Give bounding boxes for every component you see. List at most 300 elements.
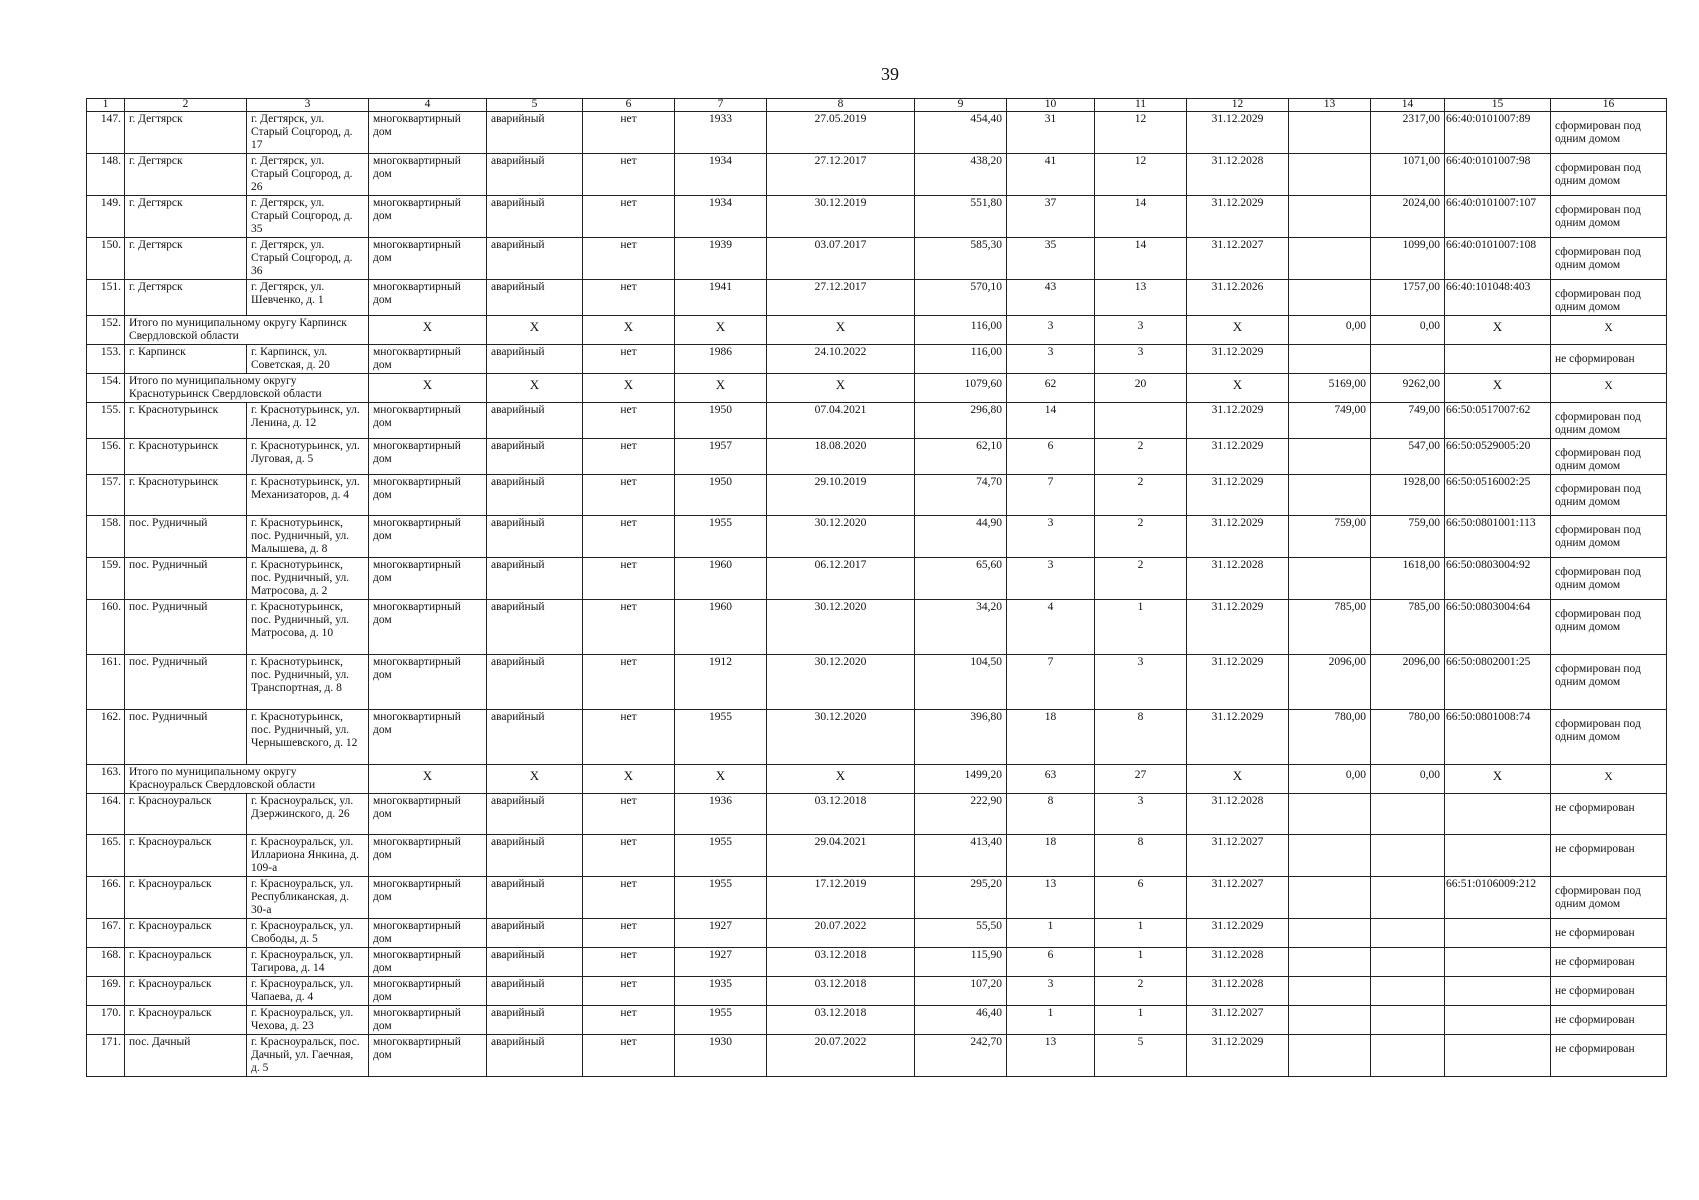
- cell-recognition-date: 06.12.2017: [767, 558, 915, 600]
- cell-land-status: X: [1551, 316, 1667, 345]
- table-row: [87, 558, 1667, 600]
- cell-x-mark: X: [369, 765, 487, 794]
- cell-condition: аварийный: [487, 710, 583, 765]
- cell-cadastral-number: [1445, 977, 1551, 1006]
- cell-residents: 3: [1007, 345, 1095, 374]
- cell-land-status: сформирован под одним домом: [1551, 238, 1667, 280]
- cell-address: г. Красноуральск, ул. Иллариона Янкина, д. 109-а: [247, 835, 369, 877]
- cell-build-year: 1927: [675, 948, 767, 977]
- cell-cost-13: [1289, 280, 1371, 316]
- cell-cost-14: 1071,00: [1371, 154, 1445, 196]
- cell-cadastral-number: 66:40:0101007:98: [1445, 154, 1551, 196]
- cell-residents: 3: [1007, 516, 1095, 558]
- cell-settlement: пос. Рудничный: [125, 600, 247, 655]
- cell-flag: нет: [583, 112, 675, 154]
- cell-deadline: 31.12.2029: [1187, 710, 1289, 765]
- cell-flats: 27: [1095, 765, 1187, 794]
- table-row: [87, 280, 1667, 316]
- cell-residents: 7: [1007, 655, 1095, 710]
- cell-row-number: 168.: [87, 948, 125, 977]
- cell-total-label: Итого по муниципальному округу Карпинск Свердловской области: [125, 316, 369, 345]
- cell-land-status: сформирован под одним домом: [1551, 710, 1667, 765]
- table-row: [87, 655, 1667, 710]
- cell-recognition-date: 03.07.2017: [767, 238, 915, 280]
- cell-settlement: пос. Дачный: [125, 1035, 247, 1077]
- cell-cost-13: [1289, 112, 1371, 154]
- cell-x-mark: X: [487, 765, 583, 794]
- table-row: [87, 154, 1667, 196]
- cell-x-mark: X: [767, 374, 915, 403]
- column-header-5: 5: [487, 99, 583, 112]
- cell-cost-13: 5169,00: [1289, 374, 1371, 403]
- table-row: [87, 794, 1667, 835]
- table-row: [87, 403, 1667, 439]
- cell-recognition-date: 03.12.2018: [767, 794, 915, 835]
- cell-area: 413,40: [915, 835, 1007, 877]
- cell-land-status: X: [1551, 374, 1667, 403]
- cell-row-number: 151.: [87, 280, 125, 316]
- cell-settlement: г. Красноуральск: [125, 794, 247, 835]
- cell-land-status: не сформирован: [1551, 835, 1667, 877]
- cell-land-status: сформирован под одним домом: [1551, 516, 1667, 558]
- cell-cost-13: [1289, 835, 1371, 877]
- cell-area: 116,00: [915, 316, 1007, 345]
- cell-condition: аварийный: [487, 516, 583, 558]
- cell-settlement: пос. Рудничный: [125, 558, 247, 600]
- table-row: [87, 877, 1667, 919]
- cell-total-label: Итого по муниципальному округу Краснотурьинск Свердловской области: [125, 374, 369, 403]
- cell-building-type: многоквартирный дом: [369, 919, 487, 948]
- cell-building-type: многоквартирный дом: [369, 439, 487, 475]
- table-row: [87, 919, 1667, 948]
- cell-cost-13: 0,00: [1289, 765, 1371, 794]
- cell-row-number: 162.: [87, 710, 125, 765]
- cell-recognition-date: 27.12.2017: [767, 280, 915, 316]
- cell-land-status: сформирован под одним домом: [1551, 877, 1667, 919]
- cell-cost-14: [1371, 877, 1445, 919]
- cell-x-mark: X: [369, 374, 487, 403]
- cell-flats: 1: [1095, 948, 1187, 977]
- cell-settlement: г. Дегтярск: [125, 196, 247, 238]
- cell-build-year: 1955: [675, 835, 767, 877]
- cell-condition: аварийный: [487, 600, 583, 655]
- cell-row-number: 154.: [87, 374, 125, 403]
- cell-deadline: 31.12.2027: [1187, 835, 1289, 877]
- cell-row-number: 169.: [87, 977, 125, 1006]
- cell-cost-13: [1289, 1035, 1371, 1077]
- cell-recognition-date: 30.12.2020: [767, 600, 915, 655]
- cell-row-number: 156.: [87, 439, 125, 475]
- cell-address: г. Краснотурьинск, пос. Рудничный, ул. Транспортная, д. 8: [247, 655, 369, 710]
- cell-flag: нет: [583, 439, 675, 475]
- cell-cost-14: 2024,00: [1371, 196, 1445, 238]
- cell-cost-14: 1099,00: [1371, 238, 1445, 280]
- cell-cost-14: [1371, 794, 1445, 835]
- total-row: [87, 374, 1667, 403]
- cell-cost-14: 780,00: [1371, 710, 1445, 765]
- cell-cost-14: 547,00: [1371, 439, 1445, 475]
- cell-build-year: 1936: [675, 794, 767, 835]
- cell-deadline: X: [1187, 765, 1289, 794]
- cell-recognition-date: 30.12.2020: [767, 710, 915, 765]
- cell-cost-14: [1371, 1006, 1445, 1035]
- cell-land-status: X: [1551, 765, 1667, 794]
- cell-settlement: пос. Рудничный: [125, 655, 247, 710]
- cell-build-year: 1950: [675, 475, 767, 516]
- cell-row-number: 159.: [87, 558, 125, 600]
- cell-flag: нет: [583, 558, 675, 600]
- cell-area: 107,20: [915, 977, 1007, 1006]
- cell-flag: нет: [583, 919, 675, 948]
- column-header-12: 12: [1187, 99, 1289, 112]
- cell-x-mark: X: [487, 374, 583, 403]
- cell-cadastral-number: 66:51:0106009:212: [1445, 877, 1551, 919]
- cell-flag: нет: [583, 835, 675, 877]
- cell-flats: 2: [1095, 475, 1187, 516]
- cell-flats: 2: [1095, 558, 1187, 600]
- cell-area: 34,20: [915, 600, 1007, 655]
- cell-cadastral-number: 66:50:0517007:62: [1445, 403, 1551, 439]
- column-header-7: 7: [675, 99, 767, 112]
- cell-area: 1499,20: [915, 765, 1007, 794]
- cell-cadastral-number: [1445, 919, 1551, 948]
- cell-settlement: г. Дегтярск: [125, 112, 247, 154]
- cell-cost-13: [1289, 345, 1371, 374]
- cell-flag: нет: [583, 196, 675, 238]
- cell-settlement: г. Краснотурьинск: [125, 403, 247, 439]
- cell-area: 44,90: [915, 516, 1007, 558]
- table-row: [87, 345, 1667, 374]
- cell-x-mark: X: [675, 374, 767, 403]
- cell-cost-14: [1371, 1035, 1445, 1077]
- cell-deadline: 31.12.2029: [1187, 345, 1289, 374]
- cell-building-type: многоквартирный дом: [369, 280, 487, 316]
- cell-build-year: 1955: [675, 516, 767, 558]
- cell-flag: нет: [583, 877, 675, 919]
- cell-recognition-date: 03.12.2018: [767, 1006, 915, 1035]
- cell-address: г. Карпинск, ул. Советская, д. 20: [247, 345, 369, 374]
- cell-area: 396,80: [915, 710, 1007, 765]
- column-header-9: 9: [915, 99, 1007, 112]
- cell-condition: аварийный: [487, 439, 583, 475]
- cell-flag: нет: [583, 794, 675, 835]
- cell-recognition-date: 20.07.2022: [767, 919, 915, 948]
- cell-deadline: 31.12.2029: [1187, 655, 1289, 710]
- cell-row-number: 152.: [87, 316, 125, 345]
- cell-flats: [1095, 403, 1187, 439]
- cell-cost-14: 749,00: [1371, 403, 1445, 439]
- cell-flag: нет: [583, 1035, 675, 1077]
- cell-cadastral-number: 66:50:0803004:92: [1445, 558, 1551, 600]
- cell-row-number: 148.: [87, 154, 125, 196]
- cell-recognition-date: 07.04.2021: [767, 403, 915, 439]
- cell-residents: 1: [1007, 1006, 1095, 1035]
- cell-condition: аварийный: [487, 1035, 583, 1077]
- cell-cadastral-number: 66:50:0802001:25: [1445, 655, 1551, 710]
- cell-flats: 3: [1095, 345, 1187, 374]
- cell-build-year: 1941: [675, 280, 767, 316]
- cell-settlement: г. Краснотурьинск: [125, 439, 247, 475]
- cell-build-year: 1935: [675, 977, 767, 1006]
- cell-row-number: 166.: [87, 877, 125, 919]
- cell-flag: нет: [583, 600, 675, 655]
- cell-cost-14: 2096,00: [1371, 655, 1445, 710]
- cell-area: 454,40: [915, 112, 1007, 154]
- cell-building-type: многоквартирный дом: [369, 1006, 487, 1035]
- cell-land-status: сформирован под одним домом: [1551, 280, 1667, 316]
- cell-deadline: 31.12.2028: [1187, 558, 1289, 600]
- cell-recognition-date: 27.05.2019: [767, 112, 915, 154]
- cell-area: 296,80: [915, 403, 1007, 439]
- cell-deadline: 31.12.2028: [1187, 794, 1289, 835]
- cell-cost-13: [1289, 154, 1371, 196]
- cell-address: г. Красноуральск, ул. Чапаева, д. 4: [247, 977, 369, 1006]
- cell-flats: 14: [1095, 238, 1187, 280]
- cell-condition: аварийный: [487, 112, 583, 154]
- cell-row-number: 149.: [87, 196, 125, 238]
- cell-row-number: 170.: [87, 1006, 125, 1035]
- cell-residents: 31: [1007, 112, 1095, 154]
- total-row: [87, 765, 1667, 794]
- cell-recognition-date: 20.07.2022: [767, 1035, 915, 1077]
- cell-settlement: г. Красноуральск: [125, 877, 247, 919]
- cell-build-year: 1986: [675, 345, 767, 374]
- cell-address: г. Дегтярск, ул. Шевченко, д. 1: [247, 280, 369, 316]
- cell-cost-13: 2096,00: [1289, 655, 1371, 710]
- table-row: [87, 1035, 1667, 1077]
- cell-x-mark: X: [767, 765, 915, 794]
- cell-cadastral-number: 66:40:0101007:89: [1445, 112, 1551, 154]
- cell-flag: нет: [583, 977, 675, 1006]
- cell-address: г. Краснотурьинск, пос. Рудничный, ул. Чернышевского, д. 12: [247, 710, 369, 765]
- cell-recognition-date: 18.08.2020: [767, 439, 915, 475]
- cell-condition: аварийный: [487, 919, 583, 948]
- cell-flag: нет: [583, 403, 675, 439]
- cell-residents: 37: [1007, 196, 1095, 238]
- cell-flats: 14: [1095, 196, 1187, 238]
- cell-cost-13: [1289, 238, 1371, 280]
- column-header-8: 8: [767, 99, 915, 112]
- cell-cost-14: 785,00: [1371, 600, 1445, 655]
- cell-residents: 6: [1007, 439, 1095, 475]
- cell-flats: 1: [1095, 1006, 1187, 1035]
- cell-residents: 13: [1007, 1035, 1095, 1077]
- cell-area: 46,40: [915, 1006, 1007, 1035]
- cell-area: 570,10: [915, 280, 1007, 316]
- cell-residents: 35: [1007, 238, 1095, 280]
- cell-condition: аварийный: [487, 794, 583, 835]
- cell-address: г. Дегтярск, ул. Старый Соцгород, д. 26: [247, 154, 369, 196]
- cell-flats: 12: [1095, 154, 1187, 196]
- cell-settlement: г. Дегтярск: [125, 154, 247, 196]
- cell-cost-14: [1371, 919, 1445, 948]
- cell-settlement: пос. Рудничный: [125, 516, 247, 558]
- cell-row-number: 157.: [87, 475, 125, 516]
- cell-settlement: г. Дегтярск: [125, 238, 247, 280]
- cell-residents: 3: [1007, 558, 1095, 600]
- cell-x-mark: X: [369, 316, 487, 345]
- cell-deadline: 31.12.2029: [1187, 439, 1289, 475]
- cell-land-status: не сформирован: [1551, 345, 1667, 374]
- total-row: [87, 316, 1667, 345]
- cell-x-mark: X: [583, 374, 675, 403]
- cell-cadastral-number: 66:40:0101007:108: [1445, 238, 1551, 280]
- cell-address: г. Красноуральск, ул. Дзержинского, д. 26: [247, 794, 369, 835]
- column-header-6: 6: [583, 99, 675, 112]
- cell-building-type: многоквартирный дом: [369, 948, 487, 977]
- cell-area: 551,80: [915, 196, 1007, 238]
- cell-x-mark: X: [675, 765, 767, 794]
- cell-cost-14: 9262,00: [1371, 374, 1445, 403]
- cell-build-year: 1955: [675, 877, 767, 919]
- cell-build-year: 1955: [675, 1006, 767, 1035]
- cell-deadline: 31.12.2027: [1187, 1006, 1289, 1035]
- cell-row-number: 163.: [87, 765, 125, 794]
- cell-row-number: 167.: [87, 919, 125, 948]
- cell-land-status: не сформирован: [1551, 977, 1667, 1006]
- cell-residents: 63: [1007, 765, 1095, 794]
- cell-address: г. Краснотурьинск, ул. Механизаторов, д. 4: [247, 475, 369, 516]
- cell-settlement: г. Красноуральск: [125, 1006, 247, 1035]
- cell-cost-13: [1289, 196, 1371, 238]
- cell-address: г. Красноуральск, ул. Республиканская, д. 30-а: [247, 877, 369, 919]
- cell-address: г. Дегтярск, ул. Старый Соцгород, д. 35: [247, 196, 369, 238]
- cell-residents: 18: [1007, 835, 1095, 877]
- cell-address: г. Красноуральск, ул. Чехова, д. 23: [247, 1006, 369, 1035]
- table-row: [87, 516, 1667, 558]
- cell-flats: 13: [1095, 280, 1187, 316]
- cell-recognition-date: 30.12.2019: [767, 196, 915, 238]
- table-row: [87, 238, 1667, 280]
- cell-settlement: г. Карпинск: [125, 345, 247, 374]
- cell-cost-14: [1371, 835, 1445, 877]
- cell-cadastral-number: [1445, 794, 1551, 835]
- cell-residents: 8: [1007, 794, 1095, 835]
- cell-settlement: г. Красноуральск: [125, 919, 247, 948]
- cell-flag: нет: [583, 154, 675, 196]
- cell-address: г. Краснотурьинск, пос. Рудничный, ул. Матросова, д. 2: [247, 558, 369, 600]
- cell-condition: аварийный: [487, 558, 583, 600]
- cell-build-year: 1927: [675, 919, 767, 948]
- column-header-15: 15: [1445, 99, 1551, 112]
- cell-flag: нет: [583, 710, 675, 765]
- cell-row-number: 150.: [87, 238, 125, 280]
- cell-land-status: не сформирован: [1551, 794, 1667, 835]
- cell-area: 74,70: [915, 475, 1007, 516]
- cell-recognition-date: 03.12.2018: [767, 948, 915, 977]
- cell-cost-13: [1289, 1006, 1371, 1035]
- cell-land-status: сформирован под одним домом: [1551, 439, 1667, 475]
- cell-flats: 20: [1095, 374, 1187, 403]
- cell-x-mark: X: [767, 316, 915, 345]
- cell-flats: 3: [1095, 655, 1187, 710]
- cell-build-year: 1957: [675, 439, 767, 475]
- cell-flats: 6: [1095, 877, 1187, 919]
- cell-row-number: 158.: [87, 516, 125, 558]
- cell-flats: 12: [1095, 112, 1187, 154]
- cell-flag: нет: [583, 1006, 675, 1035]
- cell-row-number: 155.: [87, 403, 125, 439]
- cell-total-label: Итого по муниципальному округу Красноуральск Свердловской области: [125, 765, 369, 794]
- cell-cadastral-number: 66:50:0529005:20: [1445, 439, 1551, 475]
- cell-flats: 2: [1095, 439, 1187, 475]
- cell-deadline: 31.12.2028: [1187, 948, 1289, 977]
- cell-address: г. Дегтярск, ул. Старый Соцгород, д. 17: [247, 112, 369, 154]
- cell-cadastral-number: X: [1445, 316, 1551, 345]
- cell-cost-13: 780,00: [1289, 710, 1371, 765]
- cell-land-status: сформирован под одним домом: [1551, 475, 1667, 516]
- cell-address: г. Дегтярск, ул. Старый Соцгород, д. 36: [247, 238, 369, 280]
- cell-flats: 3: [1095, 316, 1187, 345]
- cell-settlement: пос. Рудничный: [125, 710, 247, 765]
- cell-condition: аварийный: [487, 280, 583, 316]
- cell-residents: 14: [1007, 403, 1095, 439]
- cell-land-status: не сформирован: [1551, 919, 1667, 948]
- cell-row-number: 161.: [87, 655, 125, 710]
- table-row: [87, 835, 1667, 877]
- cell-condition: аварийный: [487, 877, 583, 919]
- cell-deadline: 31.12.2029: [1187, 475, 1289, 516]
- cell-x-mark: X: [675, 316, 767, 345]
- cell-settlement: г. Краснотурьинск: [125, 475, 247, 516]
- cell-flats: 2: [1095, 516, 1187, 558]
- cell-area: 222,90: [915, 794, 1007, 835]
- cell-cadastral-number: 66:40:101048:403: [1445, 280, 1551, 316]
- cell-area: 62,10: [915, 439, 1007, 475]
- cell-building-type: многоквартирный дом: [369, 345, 487, 374]
- cell-building-type: многоквартирный дом: [369, 516, 487, 558]
- cell-cadastral-number: [1445, 948, 1551, 977]
- cell-building-type: многоквартирный дом: [369, 112, 487, 154]
- cell-recognition-date: 03.12.2018: [767, 977, 915, 1006]
- column-header-11: 11: [1095, 99, 1187, 112]
- cell-deadline: 31.12.2029: [1187, 516, 1289, 558]
- cell-cost-14: 1757,00: [1371, 280, 1445, 316]
- column-header-16: 16: [1551, 99, 1667, 112]
- cell-cost-14: 1618,00: [1371, 558, 1445, 600]
- cell-deadline: 31.12.2029: [1187, 196, 1289, 238]
- cell-cost-14: 0,00: [1371, 316, 1445, 345]
- cell-land-status: сформирован под одним домом: [1551, 600, 1667, 655]
- cell-cost-14: [1371, 948, 1445, 977]
- cell-x-mark: X: [583, 316, 675, 345]
- cell-area: 585,30: [915, 238, 1007, 280]
- cell-deadline: 31.12.2029: [1187, 600, 1289, 655]
- cell-cadastral-number: [1445, 1006, 1551, 1035]
- cell-address: г. Краснотурьинск, пос. Рудничный, ул. Малышева, д. 8: [247, 516, 369, 558]
- cell-flats: 3: [1095, 794, 1187, 835]
- cell-recognition-date: 29.04.2021: [767, 835, 915, 877]
- table-header-row: [87, 99, 1667, 112]
- cell-cost-14: [1371, 977, 1445, 1006]
- registry-table: [86, 98, 1667, 1077]
- cell-flag: нет: [583, 238, 675, 280]
- cell-land-status: не сформирован: [1551, 948, 1667, 977]
- cell-address: г. Красноуральск, пос. Дачный, ул. Гаечная, д. 5: [247, 1035, 369, 1077]
- cell-land-status: сформирован под одним домом: [1551, 655, 1667, 710]
- cell-land-status: сформирован под одним домом: [1551, 112, 1667, 154]
- cell-deadline: 31.12.2029: [1187, 1035, 1289, 1077]
- cell-cadastral-number: 66:50:0516002:25: [1445, 475, 1551, 516]
- column-header-2: 2: [125, 99, 247, 112]
- cell-flag: нет: [583, 516, 675, 558]
- cell-x-mark: X: [583, 765, 675, 794]
- table-row: [87, 1006, 1667, 1035]
- cell-residents: 41: [1007, 154, 1095, 196]
- cell-settlement: г. Красноуральск: [125, 977, 247, 1006]
- cell-build-year: 1939: [675, 238, 767, 280]
- cell-building-type: многоквартирный дом: [369, 794, 487, 835]
